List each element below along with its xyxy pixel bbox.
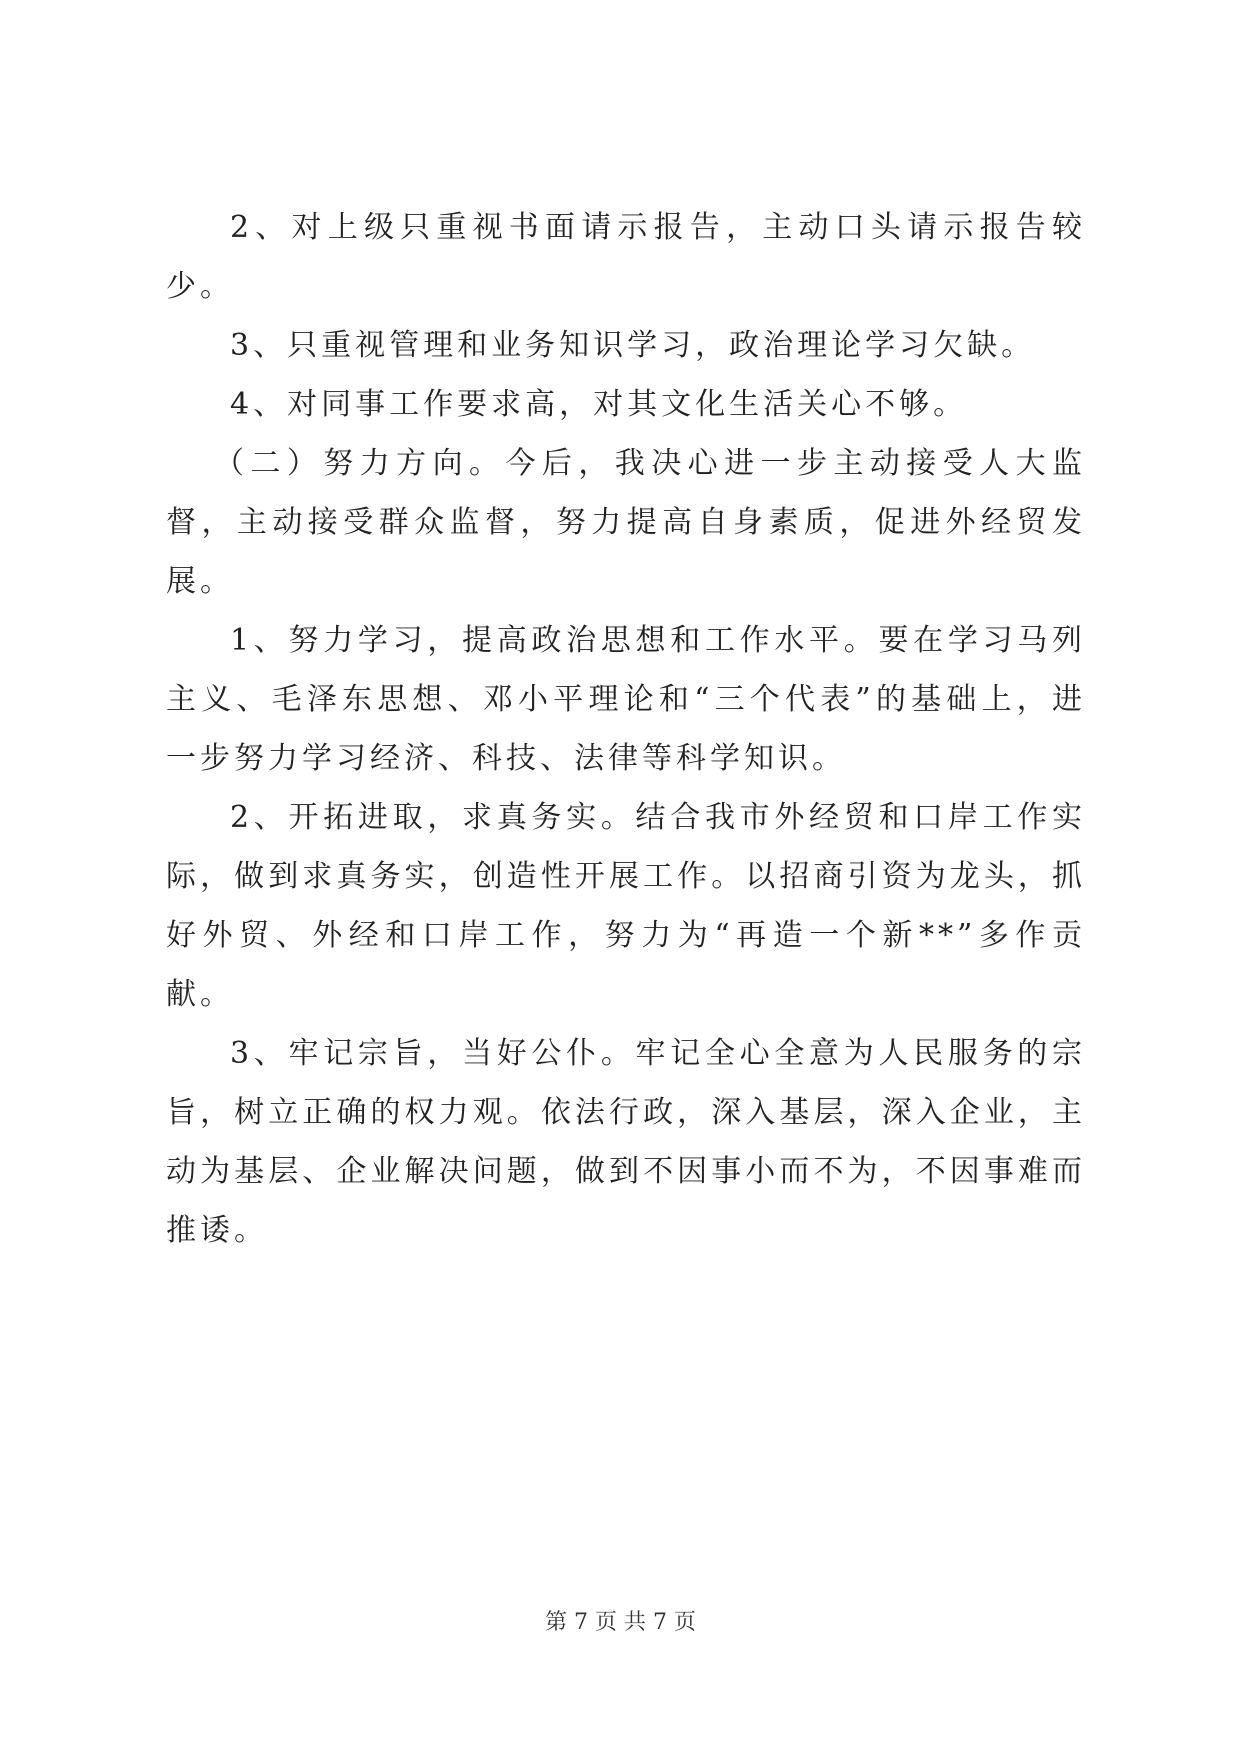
paragraph-direction-3: 3、牢记宗旨，当好公仆。牢记全心全意为人民服务的宗旨，树立正确的权力观。依法行政，深入基层，深入企业，主动为基层、企业解决问题，做到不因事小而不为，不因事难而推诿。 — [166, 1036, 1086, 1248]
paragraph-shortcoming-2: 2、对上级只重视书面请示报告，主动口头请示报告较少。 — [166, 210, 1086, 304]
document-body — [166, 198, 1086, 1260]
paragraph-shortcoming-4: 4、对同事工作要求高，对其文化生活关心不够。 — [230, 387, 968, 422]
paragraph-direction-2: 2、开拓进取，求真务实。结合我市外经贸和口岸工作实际，做到求真务实，创造性开展工作。以招商引资为龙头，抓好外贸、外经和口岸工作，努力为“再造一个新**”多作贡献。 — [166, 800, 1086, 1012]
paragraph-section-direction: （二）努力方向。今后，我决心进一步主动接受人大监督，主动接受群众监督，努力提高自身素质，促进外经贸发展。 — [166, 446, 1086, 599]
page-number-footer: 第 7 页 共 7 页 — [545, 1610, 696, 1635]
paragraph-shortcoming-3: 3、只重视管理和业务知识学习，政治理论学习欠缺。 — [230, 328, 1036, 363]
paragraph-direction-1: 1、努力学习，提高政治思想和工作水平。要在学习马列主义、毛泽东思想、邓小平理论和“三个代表”的基础上，进一步努力学习经济、科技、法律等科学知识。 — [166, 623, 1086, 776]
